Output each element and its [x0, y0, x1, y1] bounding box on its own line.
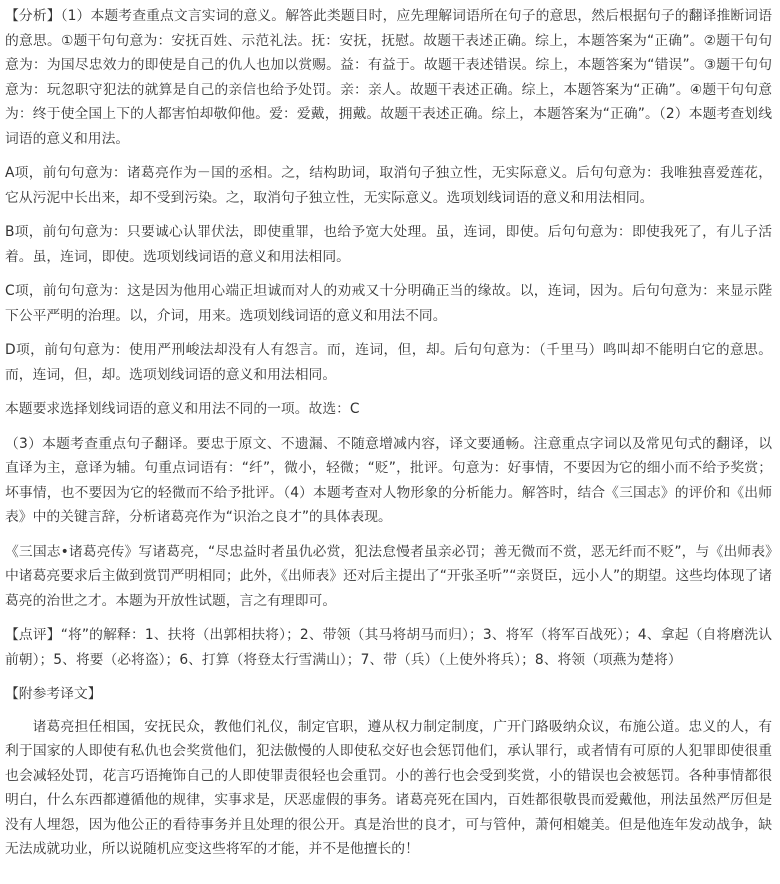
- option-d-explanation: D项，前句句意为：使用严刑峻法却没有人有怨言。而，连词，但，却。后句句意为：（千里马）鸣叫却不能明白它的意思。而，连词，但，却。选项划线词语的意义和用法相同。: [5, 342, 772, 383]
- option-a-explanation: A项，前句句意为：诸葛亮作为－国的丞相。之，结构助词，取消句子独立性，无实际意义。后句句意为：我唯独喜爱莲花，它从污泥中长出来，却不受到污染。之，取消句子独立性，无实际意义。选项划线词语的意义和用法相同。: [5, 165, 772, 206]
- comment-paragraph: 【点评】“将”的解释：1、扶将（出郭相扶将）；2、带领（其马将胡马而归）；3、将军（将军百战死）；4、拿起（自将磨洗认前朝）；5、将要（必将盗）；6、打算（将登太行雪满山）；7、带（兵）（上使外将兵）；8、将领（项燕为楚将）: [5, 627, 772, 668]
- translation-heading: 【附参考译文】: [5, 686, 102, 702]
- analysis-paragraph-1: 【分析】（1）本题考查重点文言实词的意义。解答此类题目时，应先理解词语所在句子的意思，然后根据句子的翻译推断词语的意思。①题干句句意为：安抚百姓、示范礼法。抚：安抚，抚慰。故题干表述正确。综上，本题答案为“正确”。②题干句句意为：为国尽忠效力的即使是自己的仇人也加以赏赐。益：有益于。故题干表述错误。综上，本题答案为“错误”。③题干句句意为：玩忽职守犯法的就算是自己的亲信也给予处罚。亲：亲人。故题干表述正确。综上，本题答案为“正确”。④题干句句意为：终于使全国上下的人都害怕却敬仰他。爱：爱戴，拥戴。故题干表述正确。综上，本题答案为“正确”。（2）本题考查划线词语的意义和用法。: [5, 8, 772, 147]
- option-b-explanation: B项，前句句意为：只要诚心认罪伏法，即使重罪，也给予宽大处理。虽，连词，即使。后句句意为：即使我死了，有儿子活着。虽，连词，即使。选项划线词语的意义和用法相同。: [5, 224, 772, 265]
- option-c-explanation: C项，前句句意为：这是因为他用心端正坦诚而对人的劝戒又十分明确正当的缘故。以，连词，因为。后句句意为：来显示陛下公平严明的治理。以，介词，用来。选项划线词语的意义和用法不同。: [5, 283, 772, 324]
- analysis-paragraph-4: 《三国志•诸葛亮传》写诸葛亮，“尽忠益时者虽仇必赏，犯法怠慢者虽亲必罚；善无微而不赏，恶无纤而不贬”，与《出师表》中诸葛亮要求后主做到赏罚严明相同；此外，《出师表》还对后主提出了“开张圣听”“亲贤臣，远小人”的期望。这些均体现了诸葛亮的治世之才。本题为开放性试题，言之有理即可。: [5, 543, 772, 609]
- translation-text: 诸葛亮担任相国，安抚民众，教他们礼仪，制定官职，遵从权力制定制度，广开门路吸纳众议，布施公道。忠义的人，有利于国家的人即使有私仇也会奖赏他们，犯法傲慢的人即使私交好也会惩罚他们，承认罪行，或者情有可原的人犯罪即使很重也会减轻处罚，花言巧语掩饰自己的人即使罪责很轻也会重罚。小的善行也会受到奖赏，小的错误也会被惩罚。各种事情都很明白，什么东西都遵循他的规律，实事求是，厌恶虚假的事务。诸葛亮死在国内，百姓都很敬畏而爱戴他，刑法虽然严厉但是没有人埋怨，因为他公正的看待事务并且处理的很公开。真是治世的良才，可与管仲，萧何相媲美。但是他连年发动战争，缺无法成就功业，所以说随机应变这些将军的才能，并不是他擅长的！: [5, 718, 772, 857]
- analysis-paragraph-3: （3）本题考查重点句子翻译。要忠于原文、不遗漏、不随意增减内容，译文要通畅。注意重点字词以及常见句式的翻译，以直译为主，意译为辅。句重点词语有：“纤”，微小，轻微；“贬”，批评。句意为：好事情，不要因为它的细小而不给予奖赏；坏事情，也不要因为它的轻微而不给予批评。（4）本题考查对人物形象的分析能力。解答时，结合《三国志》的评价和《出师表》中的关键言辞，分析诸葛亮作为“识治之良才”的具体表现。: [5, 435, 772, 525]
- answer-conclusion: 本题要求选择划线词语的意义和用法不同的一项。故选：C: [5, 401, 360, 417]
